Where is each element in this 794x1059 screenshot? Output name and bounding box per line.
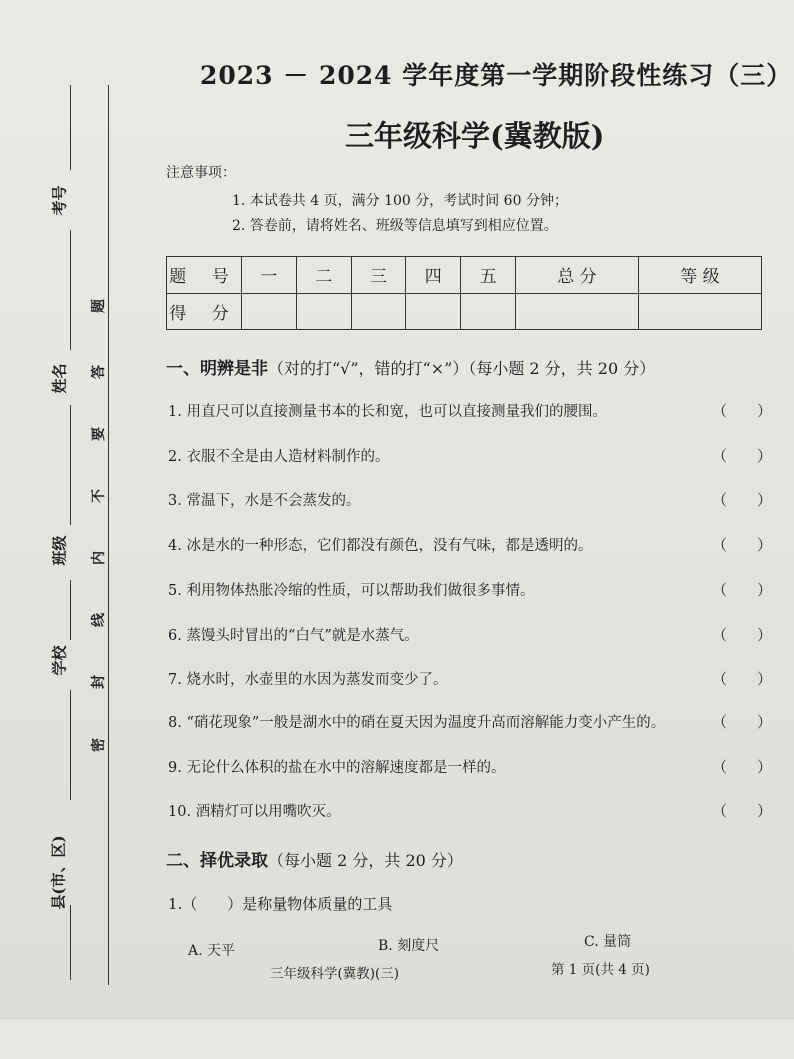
choice-question: 1.（ ）是称量物体质量的工具 bbox=[168, 895, 393, 913]
tf-question: 5. 利用物体热胀冷缩的性质，可以帮助我们做很多事情。 bbox=[168, 583, 535, 599]
choice-option-b[interactable]: B. 刻度尺 bbox=[378, 938, 440, 954]
school-blank-bottom bbox=[70, 690, 71, 800]
score-cell[interactable] bbox=[406, 293, 461, 330]
exam-title: 2023 － 2024 学年度第一学期阶段性练习（三） bbox=[200, 61, 793, 90]
score-header-cell: 四 bbox=[406, 257, 461, 294]
score-cell[interactable] bbox=[461, 293, 516, 330]
exam-subtitle: 三年级科学(冀教版) bbox=[345, 119, 605, 153]
score-header-cell: 一 bbox=[242, 257, 297, 294]
note-item-2: 2. 答卷前，请将姓名、班级等信息填写到相应位置。 bbox=[232, 218, 558, 234]
seal-char-yao: 要 bbox=[91, 427, 107, 441]
county-blank bbox=[70, 905, 71, 980]
tf-answer-blank[interactable]: （ ） bbox=[712, 802, 773, 820]
score-cell[interactable] bbox=[515, 293, 638, 330]
tf-question: 7. 烧水时，水壶里的水因为蒸发而变少了。 bbox=[168, 672, 448, 688]
section-2-heading bbox=[166, 846, 463, 871]
section-1-title: 一、明辨是非 bbox=[166, 359, 268, 379]
tf-answer-blank[interactable]: （ ） bbox=[712, 447, 773, 465]
tf-answer-blank[interactable]: （ ） bbox=[712, 670, 773, 688]
tf-question: 10. 酒精灯可以用嘴吹灭。 bbox=[168, 804, 341, 820]
seal-char-xian: 线 bbox=[91, 613, 107, 627]
tf-answer-blank[interactable]: （ ） bbox=[712, 758, 773, 776]
tf-question: 9. 无论什么体积的盐在水中的溶解速度都是一样的。 bbox=[168, 760, 506, 776]
section-2-instruction: （每小题 2 分，共 20 分） bbox=[268, 851, 463, 870]
school-blank-top bbox=[70, 580, 71, 640]
exam-no-blank bbox=[70, 85, 71, 170]
score-cell[interactable] bbox=[242, 293, 297, 330]
tf-answer-blank[interactable]: （ ） bbox=[712, 626, 773, 644]
tf-question: 3. 常温下，水是不会蒸发的。 bbox=[168, 493, 361, 509]
tf-question: 4. 冰是水的一种形态，它们都没有颜色，没有气味，都是透明的。 bbox=[168, 538, 593, 554]
county-label: 县(市、区) bbox=[49, 835, 68, 910]
name-blank bbox=[70, 230, 71, 350]
school-label: 学校 bbox=[50, 645, 69, 676]
tf-answer-blank[interactable]: （ ） bbox=[712, 402, 773, 420]
seal-char-feng: 封 bbox=[91, 675, 107, 689]
tf-question: 8. “硝花现象”一般是湖水中的硝在夏天因为温度升高而溶解能力变小产生的。 bbox=[168, 715, 666, 731]
tf-question: 2. 衣服不全是由人造材料制作的。 bbox=[168, 449, 390, 465]
binding-seal-line bbox=[108, 85, 109, 985]
choice-option-c[interactable]: C. 量筒 bbox=[584, 934, 632, 950]
seal-char-da: 答 bbox=[91, 365, 107, 379]
section-1-heading bbox=[166, 354, 655, 379]
desk-surface bbox=[0, 1018, 794, 1059]
score-header-cell: 等 级 bbox=[638, 257, 761, 294]
score-table-score-row bbox=[167, 293, 762, 330]
tf-answer-blank[interactable]: （ ） bbox=[712, 491, 773, 509]
footer-subject: 三年级科学(冀教)(三) bbox=[270, 966, 400, 982]
score-header-cell: 二 bbox=[296, 257, 351, 294]
footer-page-number: 第 1 页(共 4 页) bbox=[551, 962, 650, 978]
seal-char-mi: 密 bbox=[91, 738, 107, 752]
tf-answer-blank[interactable]: （ ） bbox=[712, 536, 773, 554]
choice-option-a[interactable]: A. 天平 bbox=[188, 943, 236, 959]
tf-question: 1. 用直尺可以直接测量书本的长和宽，也可以直接测量我们的腰围。 bbox=[168, 404, 607, 420]
score-cell[interactable] bbox=[638, 293, 761, 330]
score-header-cell: 题 号 bbox=[167, 257, 242, 294]
score-header-cell: 总 分 bbox=[515, 257, 638, 294]
seal-char-bu: 不 bbox=[91, 489, 107, 503]
score-table-header-row bbox=[167, 257, 762, 294]
score-cell[interactable] bbox=[351, 293, 406, 330]
seal-char-nei: 内 bbox=[91, 551, 107, 565]
class-label: 班级 bbox=[50, 535, 69, 566]
tf-answer-blank[interactable]: （ ） bbox=[712, 713, 773, 731]
score-header-cell: 五 bbox=[461, 257, 516, 294]
score-row-label: 得 分 bbox=[167, 293, 242, 330]
exam-no-label: 考号 bbox=[50, 185, 69, 216]
section-2-title: 二、择优录取 bbox=[166, 851, 268, 871]
score-table bbox=[166, 256, 762, 330]
seal-char-ti: 题 bbox=[91, 299, 107, 313]
score-cell[interactable] bbox=[296, 293, 351, 330]
note-item-1: 1. 本试卷共 4 页，满分 100 分，考试时间 60 分钟； bbox=[232, 193, 568, 209]
name-label: 姓名 bbox=[50, 363, 69, 394]
tf-answer-blank[interactable]: （ ） bbox=[712, 581, 773, 599]
score-header-cell: 三 bbox=[351, 257, 406, 294]
section-1-instruction: （对的打“√”，错的打“×”）（每小题 2 分，共 20 分） bbox=[268, 359, 656, 378]
notes-heading: 注意事项： bbox=[166, 165, 236, 181]
tf-question: 6. 蒸馒头时冒出的“白气”就是水蒸气。 bbox=[168, 628, 419, 644]
class-blank bbox=[70, 405, 71, 525]
